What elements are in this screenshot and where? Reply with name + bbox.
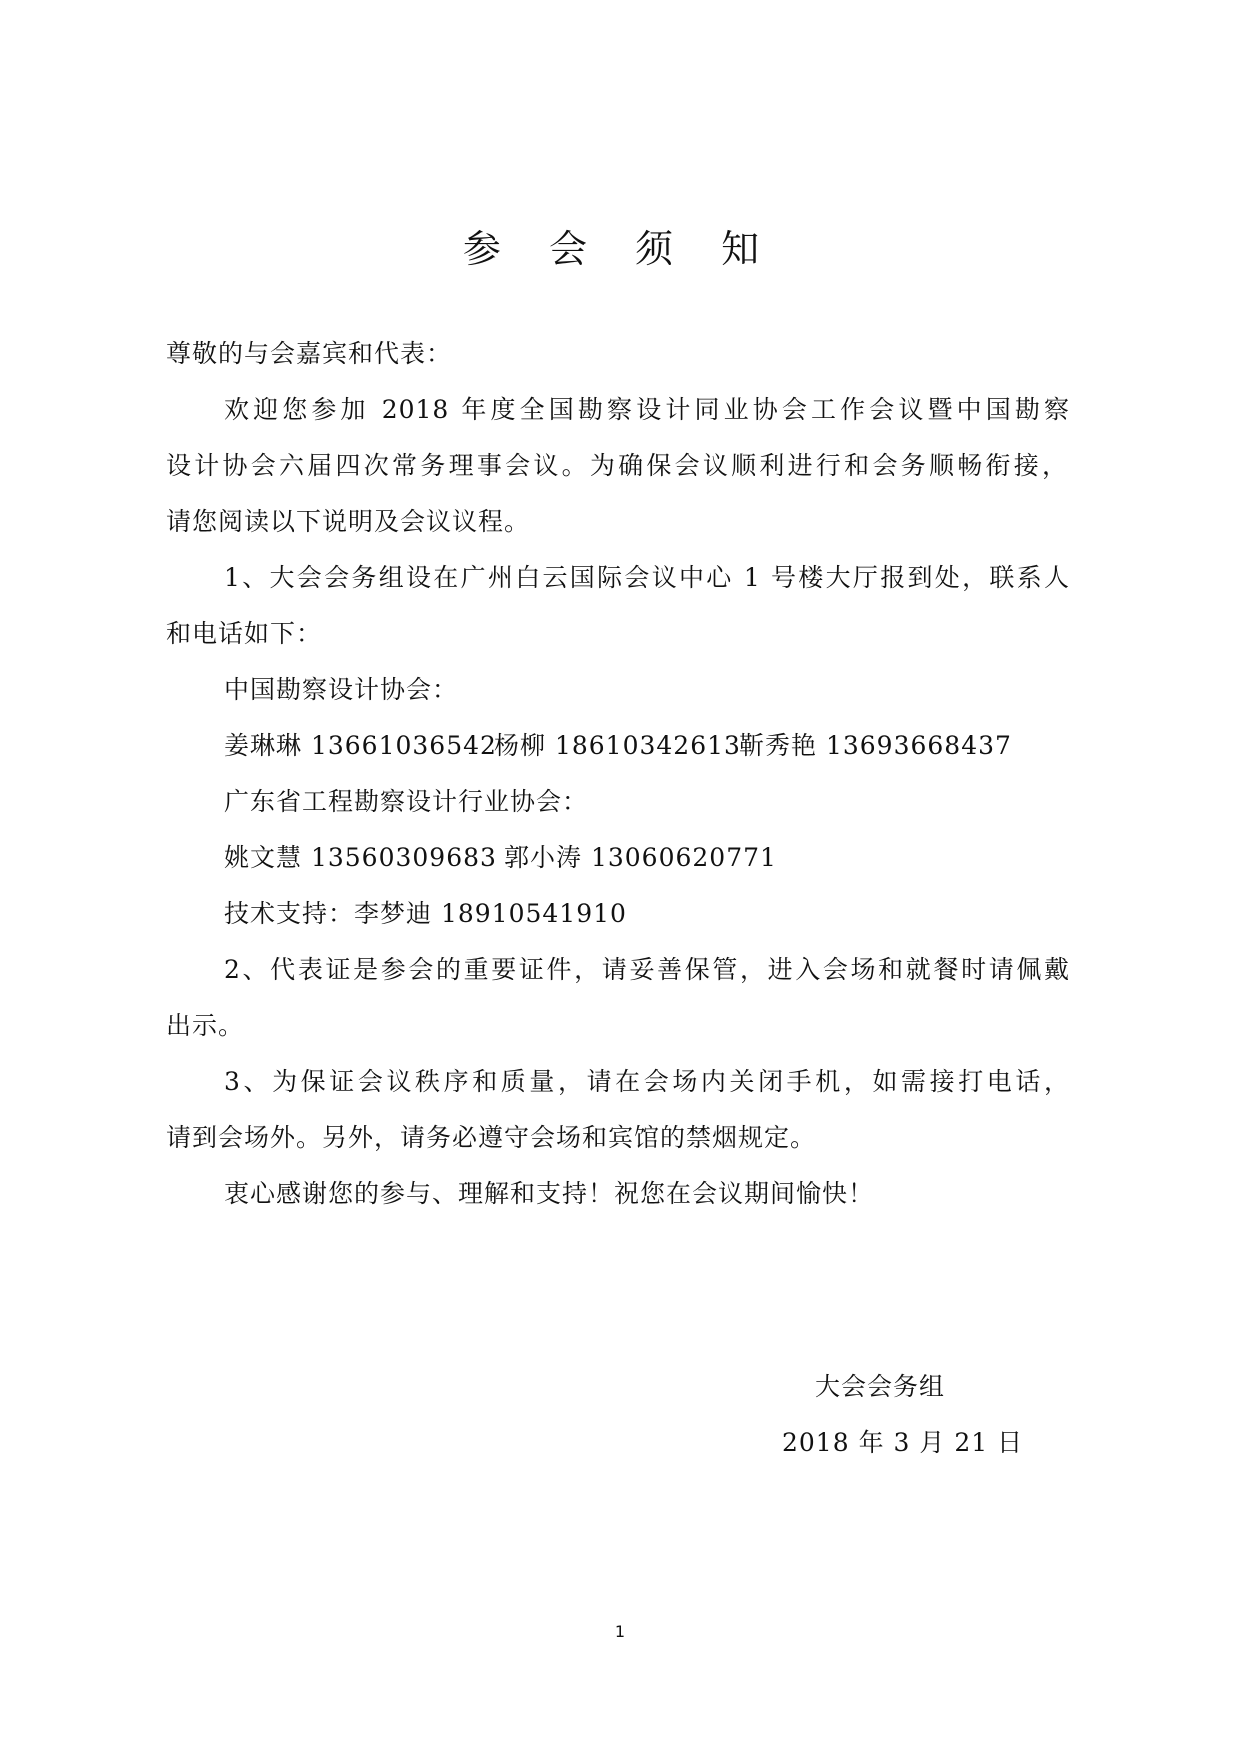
item1-line-2: 和电话如下：: [166, 619, 323, 648]
intro-line-3: 请您阅读以下说明及会议议程。: [166, 507, 531, 536]
intro-line-1: 欢迎您参加 2018 年度全国勘察设计同业协会工作会议暨中国勘察: [224, 395, 1070, 424]
signature: 大会会务组: [815, 1372, 946, 1401]
tech-support: 技术支持：李梦迪 18910541910: [224, 899, 627, 928]
org1-name: 中国勘察设计协会：: [224, 675, 459, 704]
closing-line: 衷心感谢您的参与、理解和支持！祝您在会议期间愉快！: [224, 1179, 875, 1208]
intro-line-2: 设计协会六届四次常务理事会议。为确保会议顺利进行和会务顺畅衔接，: [166, 451, 1068, 480]
page-number: 1: [614, 1622, 626, 1641]
contact-item: 靳秀艳 13693668437: [739, 731, 1012, 760]
contact-item: 郭小涛 13060620771: [504, 843, 777, 872]
contact-item: 姚文慧 13560309683: [224, 843, 497, 872]
org1-contacts: [224, 729, 1012, 763]
item3-line-1: 3、为保证会议秩序和质量，请在会场内关闭手机，如需接打电话，: [224, 1067, 1070, 1096]
document-title: 参 会 须 知: [462, 227, 778, 271]
salutation: 尊敬的与会嘉宾和代表：: [166, 339, 453, 368]
contact-item: 姜琳琳 13661036542: [224, 731, 497, 760]
org2-name: 广东省工程勘察设计行业协会：: [224, 787, 589, 816]
item1-line-1: 1、大会会务组设在广州白云国际会议中心 1 号楼大厅报到处，联系人: [224, 563, 1070, 592]
date: 2018 年 3 月 21 日: [782, 1428, 1024, 1457]
org2-contacts: [224, 841, 777, 875]
item2-line-2: 出示。: [166, 1011, 245, 1040]
item3-line-2: 请到会场外。另外，请务必遵守会场和宾馆的禁烟规定。: [166, 1123, 817, 1152]
contact-item: 杨柳 18610342613: [494, 731, 741, 760]
item2-line-1: 2、代表证是参会的重要证件，请妥善保管，进入会场和就餐时请佩戴: [224, 955, 1070, 984]
